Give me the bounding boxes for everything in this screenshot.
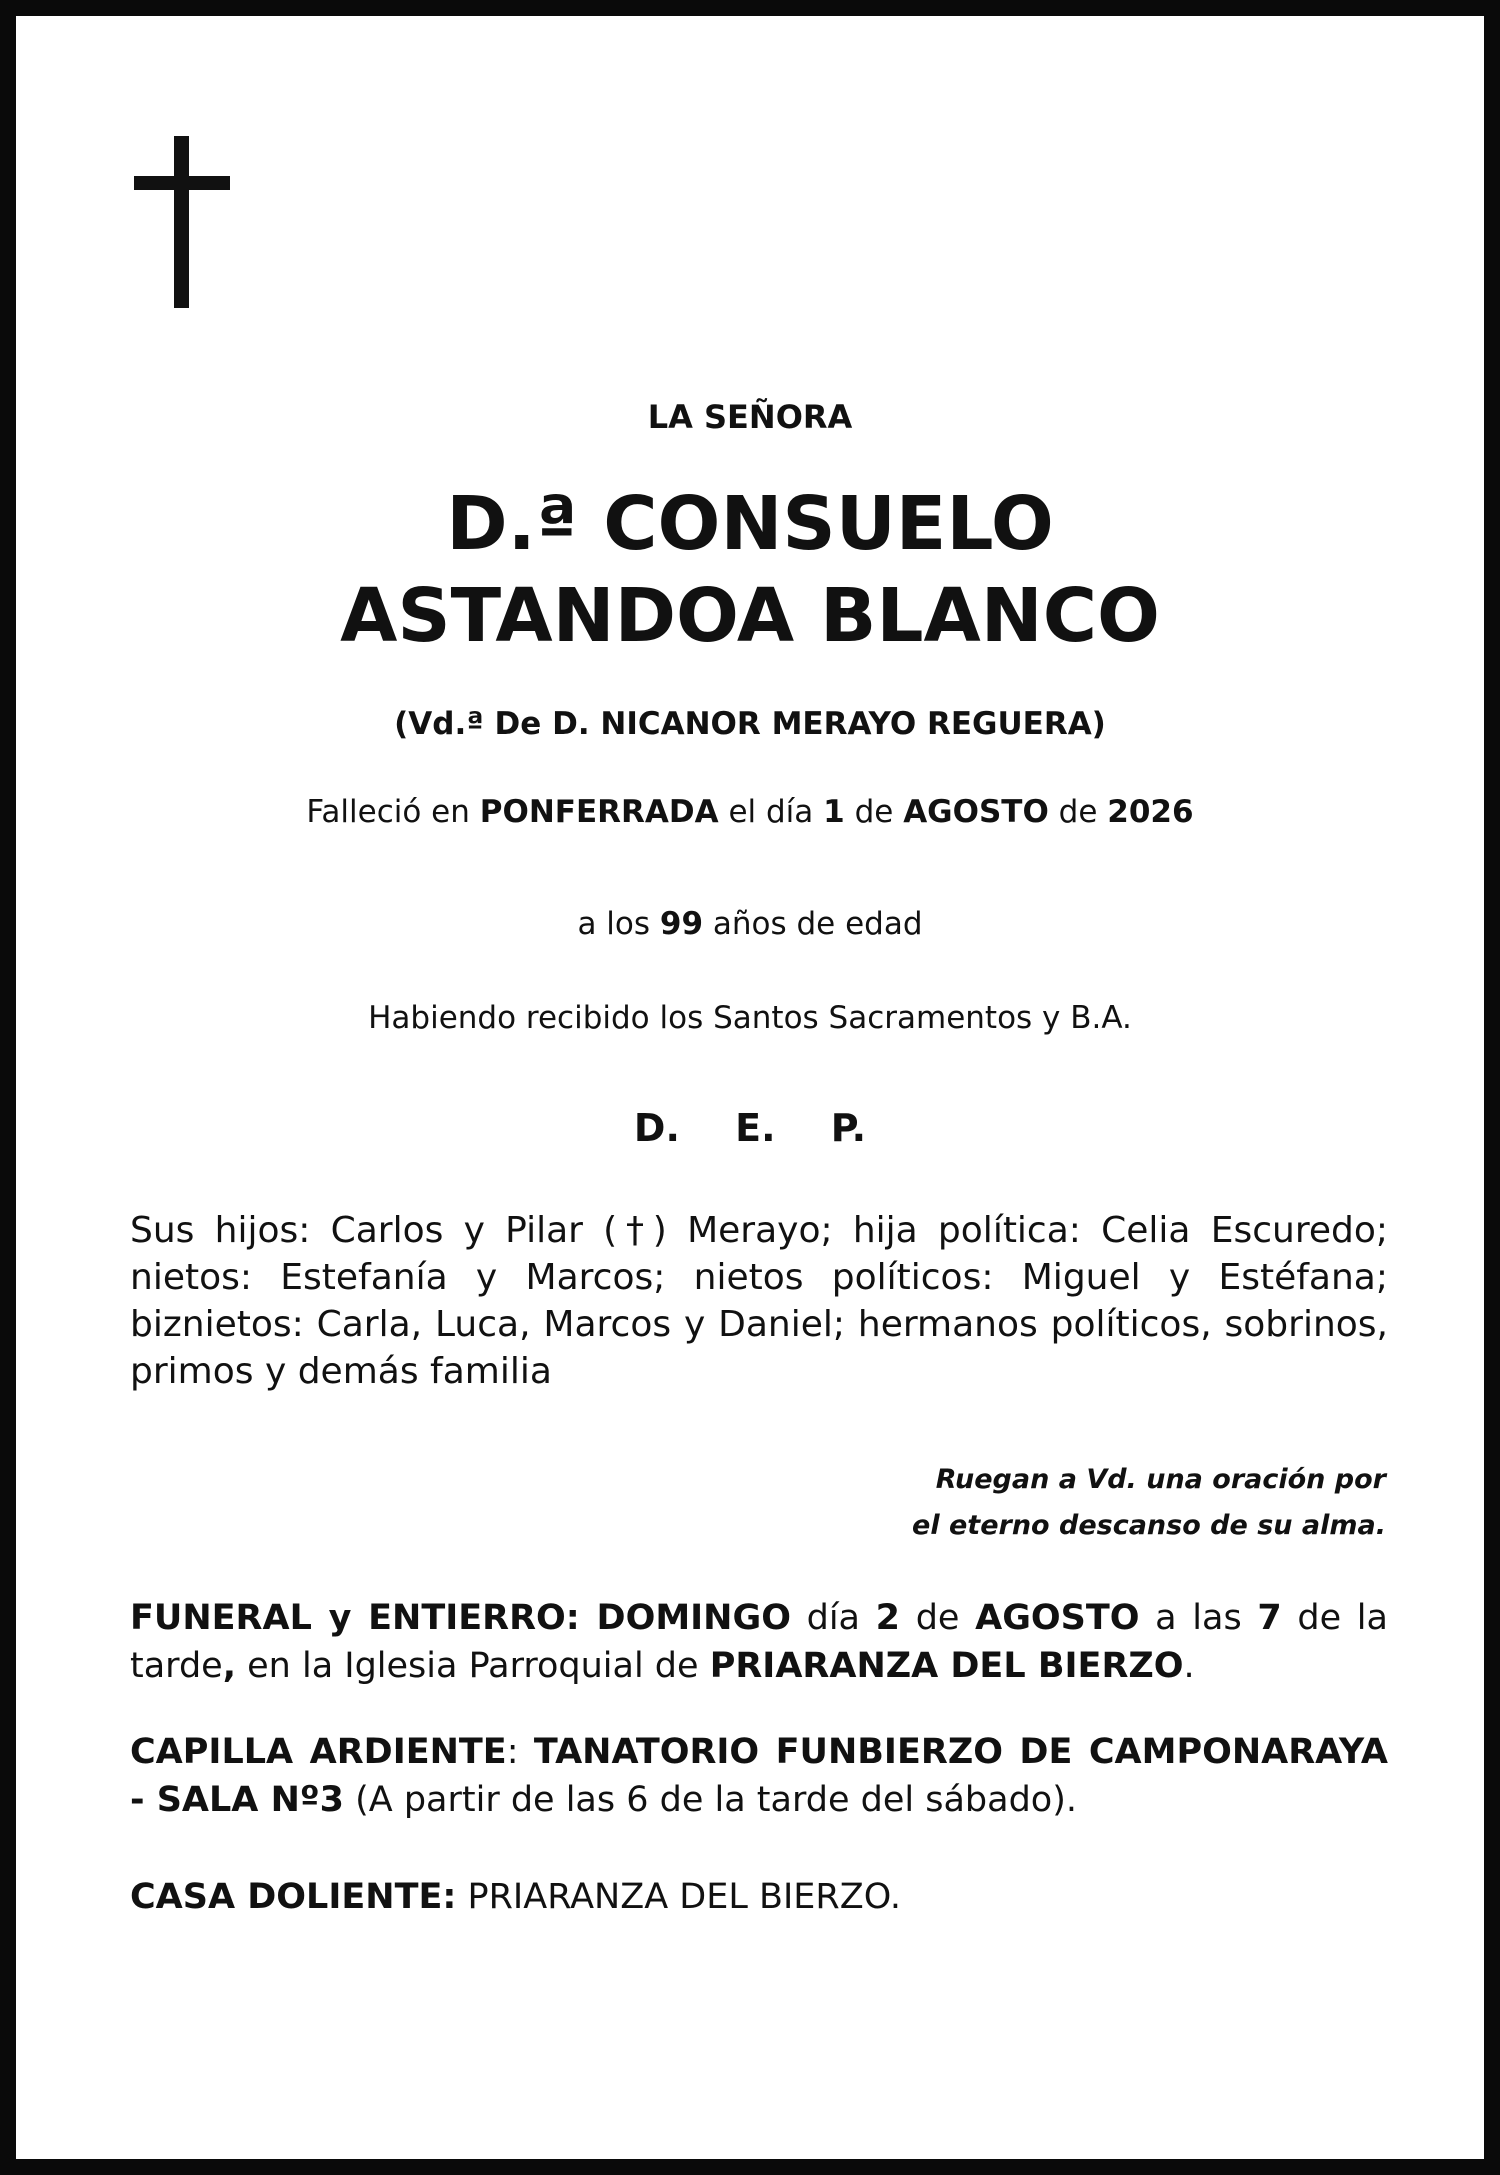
name-line-1: D.ª CONSUELO	[446, 481, 1054, 567]
casa-paragraph: CASA DOLIENTE: PRIARANZA DEL BIERZO.	[130, 1877, 901, 1917]
name-line-2: ASTANDOA BLANCO	[340, 573, 1160, 659]
widow-of-line: (Vd.ª De D. NICANOR MERAYO REGUERA)	[394, 706, 1106, 742]
sacraments-line: Habiendo recibido los Santos Sacramentos y B.A.	[368, 1000, 1132, 1036]
family-paragraph: Sus hijos: Carlos y Pilar (†) Merayo; hija política: Celia Escuredo; nietos: Estefanía y Marcos; nietos políticos: Miguel y Estéfana; biznietos: Carla, Luca, Marcos y Daniel; hermanos políticos, sobrinos, primos y demás familia	[130, 1210, 1388, 1392]
age-years: 99	[659, 906, 704, 942]
casa-label: CASA DOLIENTE:	[130, 1877, 457, 1917]
funeral-label: FUNERAL y ENTIERRO: DOMINGO	[130, 1598, 791, 1638]
prayer-line-1: Ruegan a Vd. una oración por	[935, 1464, 1386, 1495]
capilla-paragraph: CAPILLA ARDIENTE: TANATORIO FUNBIERZO DE CAMPONARAYA - SALA Nº3 (A partir de las 6 de la tarde del sábado).	[130, 1732, 1388, 1820]
death-line: Falleció en PONFERRADA el día 1 de AGOSTO de 2026	[306, 794, 1194, 830]
death-day: 1	[823, 794, 845, 830]
death-place: PONFERRADA	[479, 794, 719, 830]
capilla-place: TANATORIO FUNBIERZO DE CAMPONARAYA - SALA Nº3	[130, 1732, 1388, 1820]
latin-cross-icon	[134, 136, 230, 308]
prayer-request	[700, 1457, 1386, 1549]
age-line: a los 99 años de edad	[577, 906, 923, 942]
death-year: 2026	[1107, 794, 1194, 830]
deceased-name	[0, 478, 1500, 662]
dep-line: D. E. P.	[633, 1106, 867, 1150]
death-month: AGOSTO	[903, 794, 1049, 830]
funeral-church: PRIARANZA DEL BIERZO	[709, 1646, 1184, 1686]
capilla-label: CAPILLA ARDIENTE	[130, 1732, 507, 1772]
prayer-line-2: el eterno descanso de su alma.	[912, 1510, 1386, 1541]
intro-label: LA SEÑORA	[647, 398, 853, 436]
funeral-paragraph: FUNERAL y ENTIERRO: DOMINGO día 2 de AGOSTO a las 7 de la tarde, en la Iglesia Parroquial de PRIARANZA DEL BIERZO.	[130, 1598, 1388, 1686]
